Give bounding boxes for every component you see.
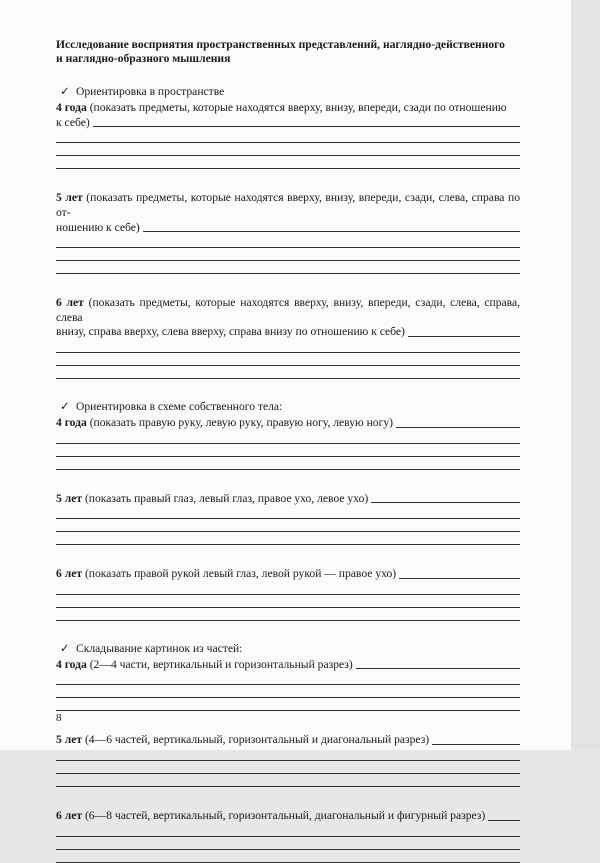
entry-prompt: 6 лет (показать предметы, которые находятся вверху, внизу, впереди, сзади, слева, справа, слева — [56, 296, 521, 324]
title-line-1: Исследование восприятия пространственных представлений, наглядно-действенного — [56, 38, 505, 51]
answer-line[interactable] — [56, 457, 520, 470]
answer-line[interactable] — [56, 532, 520, 545]
answer-line[interactable] — [56, 340, 520, 353]
section-heading: ✓ Складывание картинок из частей: — [60, 641, 243, 655]
age-label: 4 года — [56, 657, 87, 671]
answer-line[interactable] — [143, 231, 520, 232]
page-title — [56, 38, 520, 65]
answer-line[interactable] — [56, 698, 520, 711]
answer-line[interactable] — [56, 506, 520, 519]
entry-age-4 — [56, 416, 520, 470]
answer-line[interactable] — [432, 744, 520, 745]
entry-age-5 — [56, 492, 520, 546]
section-body-schema — [56, 400, 520, 621]
answer-line[interactable] — [56, 685, 520, 698]
entry-prompt-continuation: к себе) — [56, 116, 520, 131]
answer-line[interactable] — [488, 820, 520, 821]
answer-line[interactable] — [56, 248, 520, 261]
entry-age-6 — [56, 296, 520, 379]
entry-age-6 — [56, 809, 520, 863]
section-heading: ✓ Ориентировка в пространстве — [60, 85, 225, 99]
age-label: 5 лет — [56, 191, 83, 205]
answer-line[interactable] — [56, 850, 520, 863]
age-label: 6 лет — [56, 808, 83, 822]
page-number: 8 — [56, 712, 62, 724]
answer-line[interactable] — [56, 519, 520, 532]
entry-prompt-continuation: внизу, справа вверху, слева вверху, справа внизу по отношению к себе) — [56, 325, 520, 340]
answer-line[interactable] — [56, 761, 520, 774]
age-label: 5 лет — [56, 733, 83, 747]
answer-line[interactable] — [356, 668, 520, 669]
answer-line[interactable] — [399, 578, 520, 579]
checkmark-icon: ✓ — [60, 85, 70, 99]
entry-age-5 — [56, 191, 520, 274]
section-picture-assembly — [56, 642, 520, 863]
entry-age-6 — [56, 567, 520, 621]
age-label: 5 лет — [56, 491, 83, 505]
entry-prompt: 5 лет (показать предметы, которые находятся вверху, внизу, впереди, сзади, слева, справа по от- — [56, 191, 520, 219]
binding-margin — [571, 0, 600, 750]
answer-line[interactable] — [93, 126, 520, 127]
entry-prompt: 4 года (2—4 части, вертикальный и горизонтальный разрез) — [56, 658, 520, 673]
answer-line[interactable] — [56, 672, 520, 685]
checkmark-icon: ✓ — [60, 399, 70, 413]
answer-line[interactable] — [56, 582, 520, 595]
title-line-2: и наглядно-образного мышления — [56, 51, 231, 65]
age-label: 6 лет — [56, 296, 84, 310]
answer-line[interactable] — [56, 235, 520, 248]
answer-line[interactable] — [56, 130, 520, 143]
answer-line[interactable] — [56, 353, 520, 366]
answer-line[interactable] — [56, 431, 520, 444]
age-label: 4 года — [56, 101, 87, 115]
answer-line[interactable] — [408, 336, 520, 337]
answer-line[interactable] — [371, 502, 520, 503]
entry-prompt-continuation: ношению к себе) — [56, 221, 520, 236]
section-heading: ✓ Ориентировка в схеме собственного тела: — [60, 399, 283, 413]
answer-line[interactable] — [56, 608, 520, 621]
answer-line[interactable] — [56, 444, 520, 457]
entry-prompt: 4 года (показать правую руку, левую руку, правую ногу, левую ногу) — [56, 416, 520, 431]
entry-prompt: 4 года (показать предметы, которые находятся вверху, внизу, впереди, сзади по отношению — [56, 101, 507, 115]
answer-line[interactable] — [56, 824, 520, 837]
answer-line[interactable] — [56, 156, 520, 169]
answer-line[interactable] — [56, 837, 520, 850]
answer-line[interactable] — [56, 595, 520, 608]
section-orientation-in-space — [56, 85, 520, 379]
answer-line[interactable] — [56, 366, 520, 379]
answer-line[interactable] — [56, 774, 520, 787]
checkmark-icon: ✓ — [60, 641, 70, 655]
entry-prompt: 6 лет (6—8 частей, вертикальный, горизонтальный, диагональный и фигурный разрез) — [56, 809, 520, 824]
worksheet-content — [56, 38, 520, 863]
answer-line[interactable] — [56, 143, 520, 156]
entry-prompt: 5 лет (показать правый глаз, левый глаз, правое ухо, левое ухо) — [56, 492, 520, 507]
entry-prompt: 6 лет (показать правой рукой левый глаз, левой рукой — правое ухо) — [56, 567, 520, 582]
entry-age-5 — [56, 733, 520, 787]
entry-prompt: 5 лет (4—6 частей, вертикальный, горизонтальный и диагональный разрез) — [56, 733, 520, 748]
entry-age-4 — [56, 658, 520, 712]
answer-line[interactable] — [56, 261, 520, 274]
age-label: 4 года — [56, 415, 87, 429]
entry-age-4 — [56, 101, 520, 169]
answer-line[interactable] — [396, 427, 520, 428]
age-label: 6 лет — [56, 567, 83, 581]
